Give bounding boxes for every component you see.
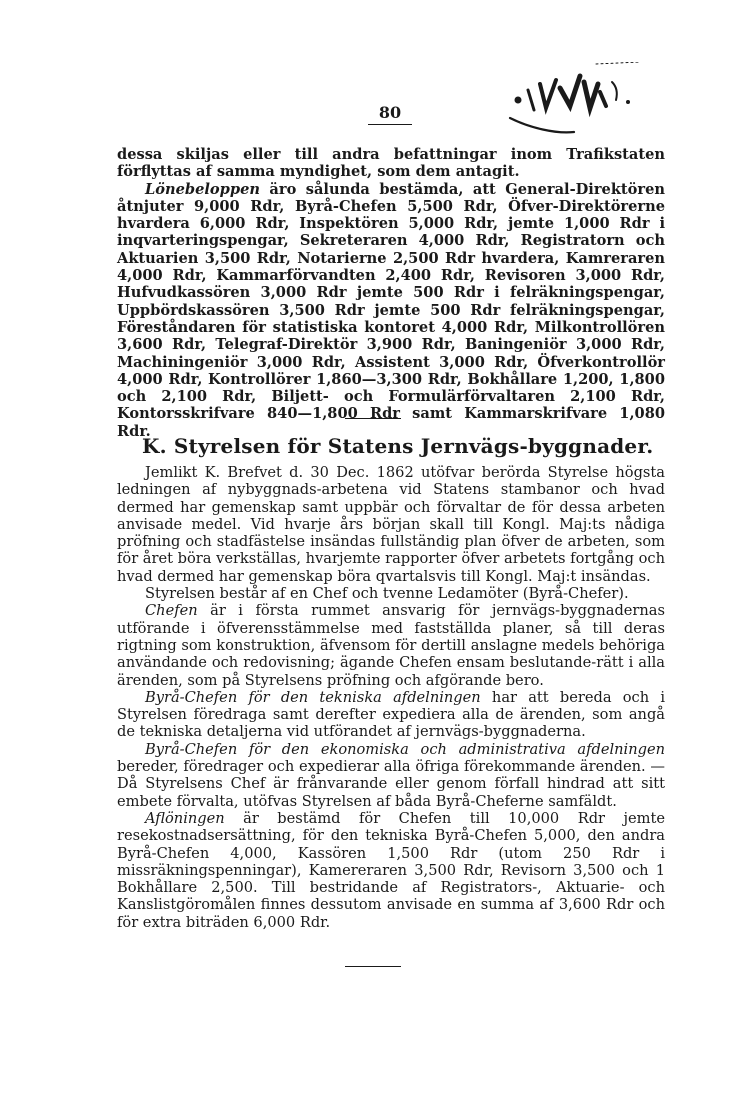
salary-paragraph [117, 181, 665, 440]
ink-stamp-mark [500, 62, 650, 142]
section-divider-top [345, 418, 401, 419]
paragraph-mandate: Jemlikt K. Brefvet d. 30 Dec. 1862 utöfvar berörda Styrelse högsta ledningen af nybyggnads-arbetena vid Statens stambanor och hvad dermed har gemenskap samt uppbär och förvaltar de för dessa arbeten anvisade medel. Vid hvarje års början skall till Kongl. Maj:ts nådiga pröfning och stadfästelse insändas fullständig plan öfver de arbeten, som för året böra verkställas, hvarjemte rapporter öfver arbetets fortgång och hvad dermed har gemenskap böra qvartalsvis till Kongl. Maj:t insändas. [117, 464, 665, 585]
economic-chief-text: bereder, föredrager och expedierar alla öfriga förekommande ärenden. — Då Styrelsens Chef är frånvarande eller genom förfall hindrad att sitt embete förvalta, utöfvas Styrelsen af båda Byrå-Cheferne samfäldt. [117, 758, 665, 810]
salary-section [117, 146, 665, 440]
chief-label: Chefen [145, 602, 198, 620]
salary-text: äro sålunda bestämda, att General-Direktören åtnjuter 9,000 Rdr, Byrå-Chefen 5,500 Rdr, Öfver-Direktörerne hvardera 6,000 Rdr, Inspektören 5,000 Rdr, jemte 1,000 Rdr i inqvarteringspengar, Sekreteraren 4,000 Rdr, Registratorn och Aktuarien 3,500 Rdr, Notarierne 2,500 Rdr hvardera, Kamreraren 4,000 Rdr, Kammarförvandten 2,400 Rdr, Revisoren 3,000 Rdr, Hufvudkassören 3,000 Rdr jemte 500 Rdr i felräkningspengar, Uppbördskassören 3,500 Rdr jemte 500 Rdr felräkningspengar, Föreståndaren för statistiska kontoret 4,000 Rdr, Milkontrollören 3,600 Rdr, Telegraf-Direktör 3,900 Rdr, Baningeniör 3,000 Rdr, Machiningeniör 3,000 Rdr, Assistent 3,000 Rdr, Öfverkontrollör 4,000 Rdr, Kontrollörer 1,860—3,300 Rdr, Bokhållare 1,200, 1,800 och 2,100 Rdr, Biljett- och Formulärförvaltaren 2,100 Rdr, Kontorsskrifvare 840—1,800 Rdr samt Kammarskrifvare 1,080 Rdr. [117, 180, 665, 440]
page-number: 80 [368, 104, 412, 125]
paragraph-composition: Styrelsen består af en Chef och tvenne Ledamöter (Byrå-Chefer). [145, 585, 629, 603]
section-heading: K. Styrelsen för Statens Jernvägs-byggnader. [142, 434, 654, 458]
economic-chief-label: Byrå-Chefen för den ekonomiska och administrativa afdelningen [145, 740, 665, 758]
remuneration-label: Aflöningen [145, 809, 225, 827]
salary-label: Lönebeloppen [145, 180, 260, 198]
paragraph-economic-chief [117, 741, 665, 810]
paragraph-technical-chief [117, 689, 665, 741]
technical-chief-label: Byrå-Chefen för den tekniska afdelningen [145, 688, 481, 706]
remuneration-text: är bestämd för Chefen till 10,000 Rdr jemte resekostnadsersättning, för den tekniska Byrå-Chefen 5,000, den andra Byrå-Chefen 4,000, Kassören 1,500 Rdr (utom 250 Rdr i missräkningspenningar), Kamereraren 3,500 Rdr, Revisorn 3,500 och 1 Bokhållare 2,500. Till bestridande af Registrators-, Aktuarie- och Kanslistgöromålen finnes dessutom anvisade en summa af 3,600 Rdr och för extra biträden 6,000 Rdr. [117, 809, 665, 931]
technical-chief-text: har att bereda och i Styrelsen föredraga samt derefter expediera alla de ärenden, som angå de tekniska detaljerna vid utförandet af jernvägs-byggnaderna. [117, 688, 665, 741]
board-section [117, 464, 665, 931]
chief-text: är i första rummet ansvarig för jernvägs-byggnadernas utförande i öfverensstämmelse med fastställda planer, så till deras rigtning som konstruktion, äfvensom för dertill anslagne medels behöriga användande och redovisning; ägande Chefen ensam beslutande-rätt i alla ärenden, som på Styrelsens pröfning och afgörande bero. [117, 602, 665, 689]
continuation-paragraph: dessa skiljas eller till andra befattningar inom Trafikstaten förflyttas af samma myndighet, som dem antagit. [117, 146, 665, 181]
section-divider-bottom [345, 966, 401, 967]
paragraph-remuneration [117, 810, 665, 931]
paragraph-chief [117, 602, 665, 688]
